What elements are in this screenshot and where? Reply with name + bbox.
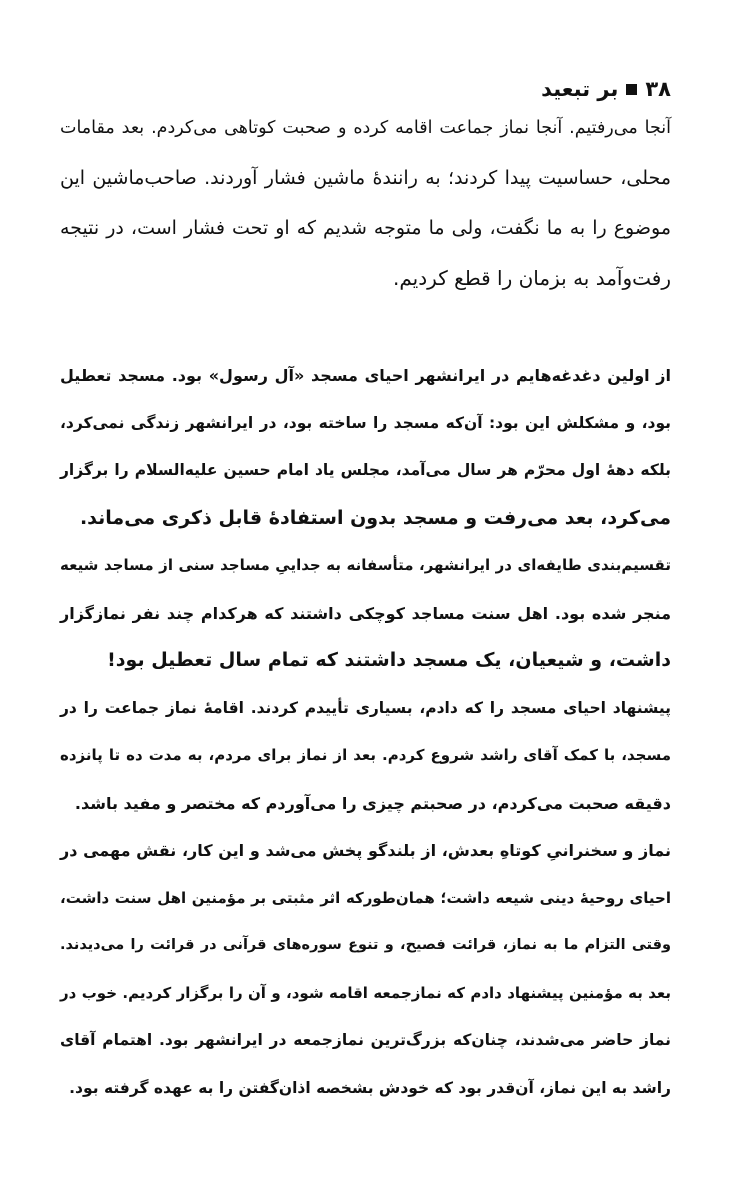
text-line: مسجد، با کمک آقای راشد شروع کردم. بعد از نماز برای مردم، به مدت ده تا پانزده (60, 746, 671, 764)
text-line: راشد به این نماز، آن‌قدر بود که خودش بشخصه اذان‌گفتن را به عهده گرفته بود. (69, 1078, 671, 1097)
text-line: رفت‌وآمد به بزمان را قطع کردیم. (393, 266, 671, 290)
paragraph-2 (60, 352, 671, 1112)
text-line: دقیقه صحبت می‌کردم، در صحبتم چیزی را می‌آوردم که مختصر و مفید باشد. (74, 793, 671, 813)
text-line: می‌کرد، بعد می‌رفت و مسجد بدون استفادهٔ قابل ذکری می‌ماند. (79, 506, 671, 529)
text-line: آنجا می‌رفتیم. آنجا نماز جماعت اقامه کرده و صحبت کوتاهی می‌کردم. بعد مقامات (60, 118, 671, 138)
paragraph-1 (60, 103, 671, 303)
page-number: ۳۸ (645, 77, 671, 101)
text-line: پیشنهاد احیای مسجد را که دادم، بسیاری تأییدم کردند. اقامهٔ نماز جماعت را در (60, 698, 671, 717)
text-line: نماز و سخنرانیِ کوتاهِ بعدش، از بلندگو پخش می‌شد و این کار، نقش مهمی در (60, 841, 671, 860)
text-line: محلی، حساسیت پیدا کردند؛ به رانندهٔ ماشین فشار آوردند. صاحب‌ماشین این (60, 167, 671, 189)
text-line: از اولین دغدغه‌هایم در ایرانشهر احیای مسجد «آل رسول» بود. مسجد تعطیل (60, 366, 671, 385)
text-line: بعد به مؤمنین پیشنهاد دادم که نمازجمعه اقامه شود، و آن را برگزار کردیم. خوب در (60, 983, 671, 1002)
text-line: وقتی التزام ما به نماز، قرائت فصیح، و تنوع سوره‌های قرآنی در قرائت را می‌دیدند. (60, 937, 671, 953)
text-line: داشت، و شیعیان، یک مسجد داشتند که تمام سال تعطیل بود! (107, 649, 671, 671)
text-line: بلکه دههٔ اول محرّم هر سال می‌آمد، مجلس یاد امام حسین علیه‌السلام را برگزار (60, 461, 671, 479)
text-line: نماز حاضر می‌شدند، چنان‌که بزرگ‌ترین نمازجمعه در ایرانشهر بود. اهتمام آقای (60, 1031, 671, 1049)
text-line: احیای روحیهٔ دینی شیعه داشت؛ همان‌طورکه اثر مثبتی بر مؤمنین اهل سنت داشت، (60, 888, 671, 907)
book-title: بر تبعید (541, 77, 619, 101)
page-header (541, 76, 671, 102)
text-line: بود، و مشکلش این بود: آن‌که مسجد را ساخته بود، در ایرانشهر زندگی نمی‌کرد، (60, 413, 671, 432)
header-square-icon (626, 84, 637, 95)
text-line: تقسیم‌بندی طایفه‌ای در ایرانشهر، متأسفانه به جداییِ مساجد سنی از مساجد شیعه (60, 556, 671, 574)
text-line: منجر شده بود. اهل سنت مساجد کوچکی داشتند که هرکدام چند نفر نمازگزار (60, 603, 671, 623)
text-line: موضوع را به ما نگفت، ولی ما متوجه شدیم که او تحت فشار است، در نتیجه (60, 217, 671, 239)
